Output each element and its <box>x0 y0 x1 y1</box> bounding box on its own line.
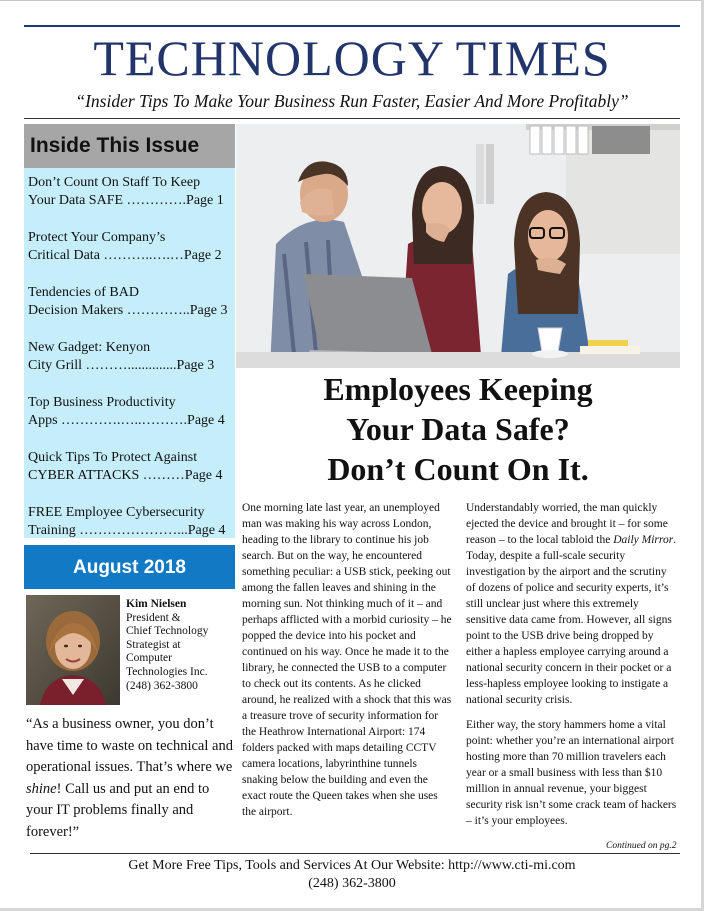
author-title-line: Chief Technology <box>126 625 209 638</box>
toc-item[interactable] <box>28 339 231 375</box>
headline-line: Employees Keeping <box>323 371 593 407</box>
author-name: Kim Nielsen <box>126 598 187 610</box>
footer-website-line[interactable]: Get More Free Tips, Tools and Services At Our Website: http://www.cti-mi.com <box>128 858 576 873</box>
headline-line: Your Data Safe? <box>346 411 570 447</box>
newsletter-title: TECHNOLOGY TIMES <box>93 30 611 86</box>
toc-item[interactable] <box>28 229 231 265</box>
author-portrait <box>26 595 120 705</box>
newsletter-tagline: “Insider Tips To Make Your Business Run Faster, Easier And More Profitably” <box>75 91 629 111</box>
toc-item-line: Don’t Count On Staff To Keep <box>28 175 201 190</box>
article-photo <box>236 124 680 368</box>
footer-phone: (248) 362-3800 <box>308 876 396 891</box>
toc-item-page: City Grill ………..............Page 3 <box>28 358 215 373</box>
author-phone: (248) 362-3800 <box>126 679 198 692</box>
toc-item-page: Training …………………...Page 4 <box>28 523 226 538</box>
table-of-contents <box>24 168 235 538</box>
toc-item[interactable] <box>28 504 231 540</box>
toc-item[interactable] <box>28 174 231 210</box>
article-text: Understandably worried, the man quickly ejected the device and brought it – for some reason – to the local tabloid the <box>466 502 668 546</box>
author-quote <box>26 714 234 843</box>
article-headline <box>236 369 680 489</box>
toc-item-line: FREE Employee Cybersecurity <box>28 505 205 520</box>
footer-rule <box>30 853 680 854</box>
author-info <box>126 598 238 693</box>
page-border-top <box>0 0 704 1</box>
article-paragraph: One morning late last year, an unemployed man was making his way across London, heading to the library to continue his job search. But on the way, he encountered something peculiar: a USB stick, peeking out among the fallen leaves and shining in the morning sun. Not thinking much of it – and perhaps afflicted with a morbid curiosity – he popped the device into his pocket and continued on his way. Once he made it to the library, he connected the USB to a computer to check out its contents. As he clicked around, he realized with a shock that this was a treasure trove of security information for the Heathrow International Airport: 174 folders packed with maps detailing CCTV camera locations, labyrinthine tunnels snaking below the building and even the exact route the Queen takes when she uses the airport. <box>242 502 452 818</box>
toc-item-line: Quick Tips To Protect Against <box>28 450 198 465</box>
toc-item-page: Apps ………….…..……….Page 4 <box>28 413 225 428</box>
toc-item[interactable] <box>28 394 231 430</box>
quote-text: “As a business owner, you don’t have time to waste on technical and operational issues. That’s where we <box>26 716 233 775</box>
toc-item-line: Tendencies of BAD <box>28 285 139 300</box>
toc-item-page: CYBER ATTACKS ………Page 4 <box>28 468 223 483</box>
headline-line: Don’t Count On It. <box>327 451 589 487</box>
publication-name: Daily Mirror <box>613 534 674 546</box>
article-text-end: . Today, despite a full-scale security investigation by the airport and the scrutiny of dozens of police and security experts, it’s still unclear just where this extremely sensitive data came from. However, all signs point to the USB drive being dropped by either a hapless employee carrying around a national security concern in their pocket or a less-hapless employee looking to instigate a national security crisis. <box>466 534 677 706</box>
continued-note: Continued on pg.2 <box>606 841 677 851</box>
toc-item[interactable] <box>28 284 231 320</box>
toc-item-page: Your Data SAFE ………….Page 1 <box>28 193 224 208</box>
toc-item-page: Critical Data ………..….…Page 2 <box>28 248 222 263</box>
masthead-bottom-rule <box>24 118 680 119</box>
issue-month-banner: August 2018 <box>24 545 235 589</box>
author-title-line: President & <box>126 611 181 624</box>
author-title-line: Technologies Inc. <box>126 665 208 678</box>
toc-item-line: Protect Your Company’s <box>28 230 166 245</box>
author-title-line: Strategist at <box>126 638 181 651</box>
author-title-line: Computer <box>126 652 172 665</box>
article-column-left <box>242 500 454 829</box>
article-paragraph: Either way, the story hammers home a vital point: whether you’re an international airport hosting more than 70 million travelers each year or a small business with less than $10 million in annual revenue, your biggest security risk isn’t some crack team of hackers – it’s your employees. <box>466 719 677 827</box>
article-column-right <box>466 500 678 838</box>
masthead-top-rule <box>24 25 680 27</box>
toc-item-line: Top Business Productivity <box>28 395 176 410</box>
inside-this-issue-heading: Inside This Issue <box>24 124 235 168</box>
quote-emphasis: shine <box>26 780 57 797</box>
article-paragraph <box>466 500 678 708</box>
quote-text-end: ! Call us and put an end to your IT problems finally and forever!” <box>26 780 210 840</box>
toc-item-line: New Gadget: Kenyon <box>28 340 151 355</box>
toc-item[interactable] <box>28 449 231 485</box>
toc-item-page: Decision Makers …………..Page 3 <box>28 303 228 318</box>
